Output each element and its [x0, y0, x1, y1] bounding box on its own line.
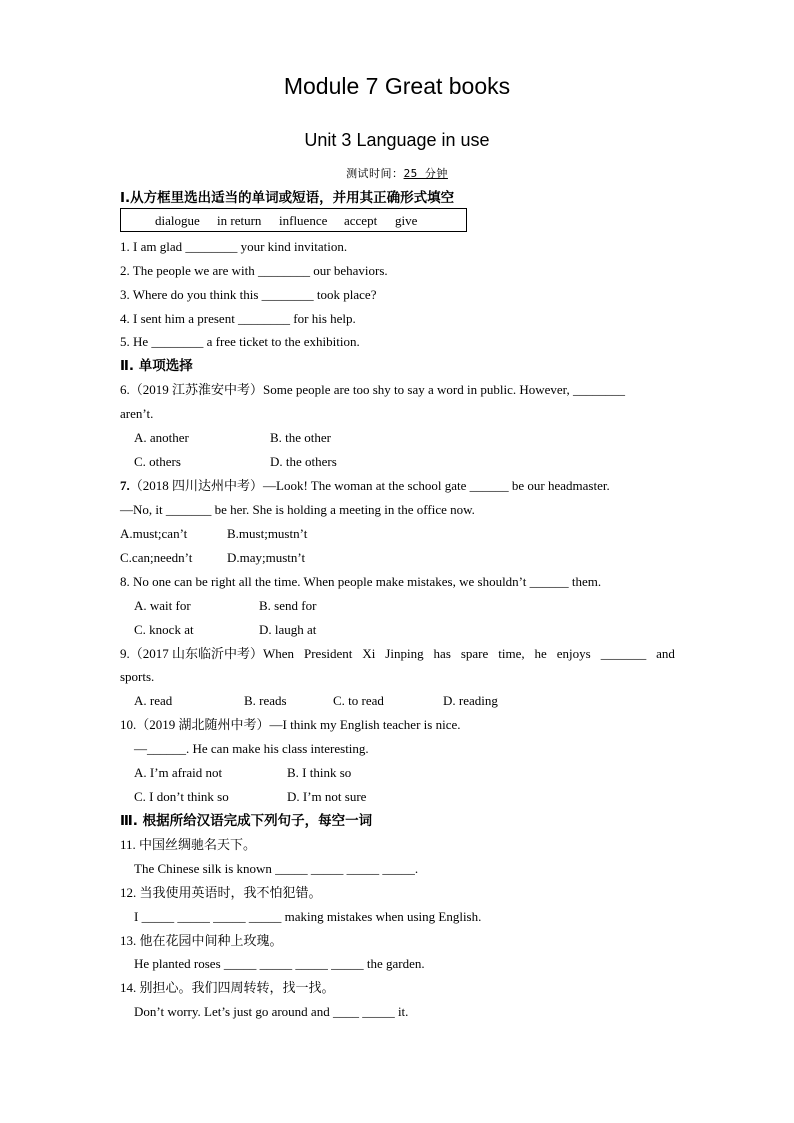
question-14: 14. 别担心。我们四周转转，找一找。 — [120, 980, 335, 995]
q8-option-d: D. laugh at — [259, 622, 317, 637]
question-7-continued: —No, it _______ be her. She is holding a meeting in the office now. — [120, 502, 475, 517]
q8-option-c: C. knock at — [134, 622, 194, 637]
q9-word: and — [656, 646, 675, 661]
question-8: 8. No one can be right all the time. When people make mistakes, we shouldn’t ______ them. — [120, 574, 602, 589]
q9-word: _______ — [600, 646, 647, 661]
question-1: 1. I am glad ________ your kind invitation. — [120, 239, 348, 254]
q10-option-d: D. I’m not sure — [287, 789, 367, 804]
q6-option-c: C. others — [134, 454, 181, 469]
question-6-continued: aren’t. — [120, 406, 154, 421]
q9-word: he — [534, 646, 547, 661]
q7-option-a: A.must;can’t — [120, 526, 188, 541]
q9-word: Jinping — [385, 646, 424, 661]
q9-option-a: A. read — [134, 693, 173, 708]
q9-word: has — [433, 646, 451, 661]
section-2-heading: Ⅱ. 单项选择 — [120, 358, 193, 374]
question-3: 3. Where do you think this ________ took place? — [120, 287, 377, 302]
question-13-sentence: He planted roses _____ _____ _____ _____ the garden. — [134, 956, 425, 971]
q10-option-c: C. I don’t think so — [134, 789, 229, 804]
q6-option-a: A. another — [134, 430, 189, 445]
word-box-item: in return — [217, 213, 262, 228]
test-time — [0, 165, 794, 181]
question-13: 13. 他在花园中间种上玫瑰。 — [120, 933, 283, 948]
q9-option-c: C. to read — [333, 693, 384, 708]
question-14-sentence: Don’t worry. Let’s just go around and ____ _____ it. — [134, 1004, 409, 1019]
question-10: 10.（2019 湖北随州中考）—I think my English teacher is nice. — [120, 717, 461, 732]
word-box-item: influence — [279, 213, 328, 228]
question-11: 11. 中国丝绸驰名天下。 — [120, 837, 257, 852]
q7-number: 7. — [120, 478, 130, 493]
q9-word: time, — [498, 646, 525, 661]
q9-word: President — [304, 646, 353, 661]
q7-text: （2018 四川达州中考）—Look! The woman at the school gate ______ be our headmaster. — [129, 478, 610, 493]
question-6: 6.（2019 江苏淮安中考）Some people are too shy to say a word in public. However, ________ — [120, 382, 625, 397]
q9-option-d: D. reading — [443, 693, 498, 708]
test-time-value: 25 分钟 — [403, 167, 448, 180]
q6-option-d: D. the others — [270, 454, 337, 469]
word-box-item: dialogue — [155, 213, 200, 228]
q9-word: enjoys — [556, 646, 591, 661]
word-box — [120, 208, 467, 232]
q9-word: spare — [460, 646, 489, 661]
word-box-item: give — [395, 213, 418, 228]
q7-option-c: C.can;needn’t — [120, 550, 193, 565]
q10-option-b: B. I think so — [287, 765, 352, 780]
question-4: 4. I sent him a present ________ for his help. — [120, 311, 356, 326]
q9-option-b: B. reads — [244, 693, 287, 708]
q10-option-a: A. I’m afraid not — [134, 765, 223, 780]
question-11-sentence: The Chinese silk is known _____ _____ _____ _____. — [134, 861, 419, 876]
question-12-sentence: I _____ _____ _____ _____ making mistakes when using English. — [134, 909, 482, 924]
question-9 — [120, 646, 675, 662]
q6-option-b: B. the other — [270, 430, 332, 445]
word-box-item: accept — [344, 213, 378, 228]
q9-word: Xi — [362, 646, 376, 661]
question-5: 5. He ________ a free ticket to the exhibition. — [120, 334, 360, 349]
q7-option-d: D.may;mustn’t — [227, 550, 306, 565]
q8-option-a: A. wait for — [134, 598, 191, 613]
page-title: Module 7 Great books — [283, 73, 511, 99]
question-10-continued: —______. He can make his class interesting. — [134, 741, 369, 756]
question-2: 2. The people we are with ________ our behaviors. — [120, 263, 388, 278]
q8-option-b: B. send for — [259, 598, 317, 613]
section-3-heading: Ⅲ. 根据所给汉语完成下列句子，每空一词 — [120, 813, 373, 829]
question-12: 12. 当我使用英语时，我不怕犯错。 — [120, 885, 322, 900]
q7-option-b: B.must;mustn’t — [227, 526, 308, 541]
page-subtitle: Unit 3 Language in use — [304, 130, 490, 150]
question-7 — [120, 478, 610, 494]
test-time-label: 测试时间： — [346, 167, 404, 180]
section-1-heading: Ⅰ.从方框里选出适当的单词或短语，并用其正确形式填空 — [120, 190, 455, 206]
question-9-continued: sports. — [120, 669, 155, 684]
q9-word: 9.（2017 山东临沂中考）When — [120, 646, 295, 661]
